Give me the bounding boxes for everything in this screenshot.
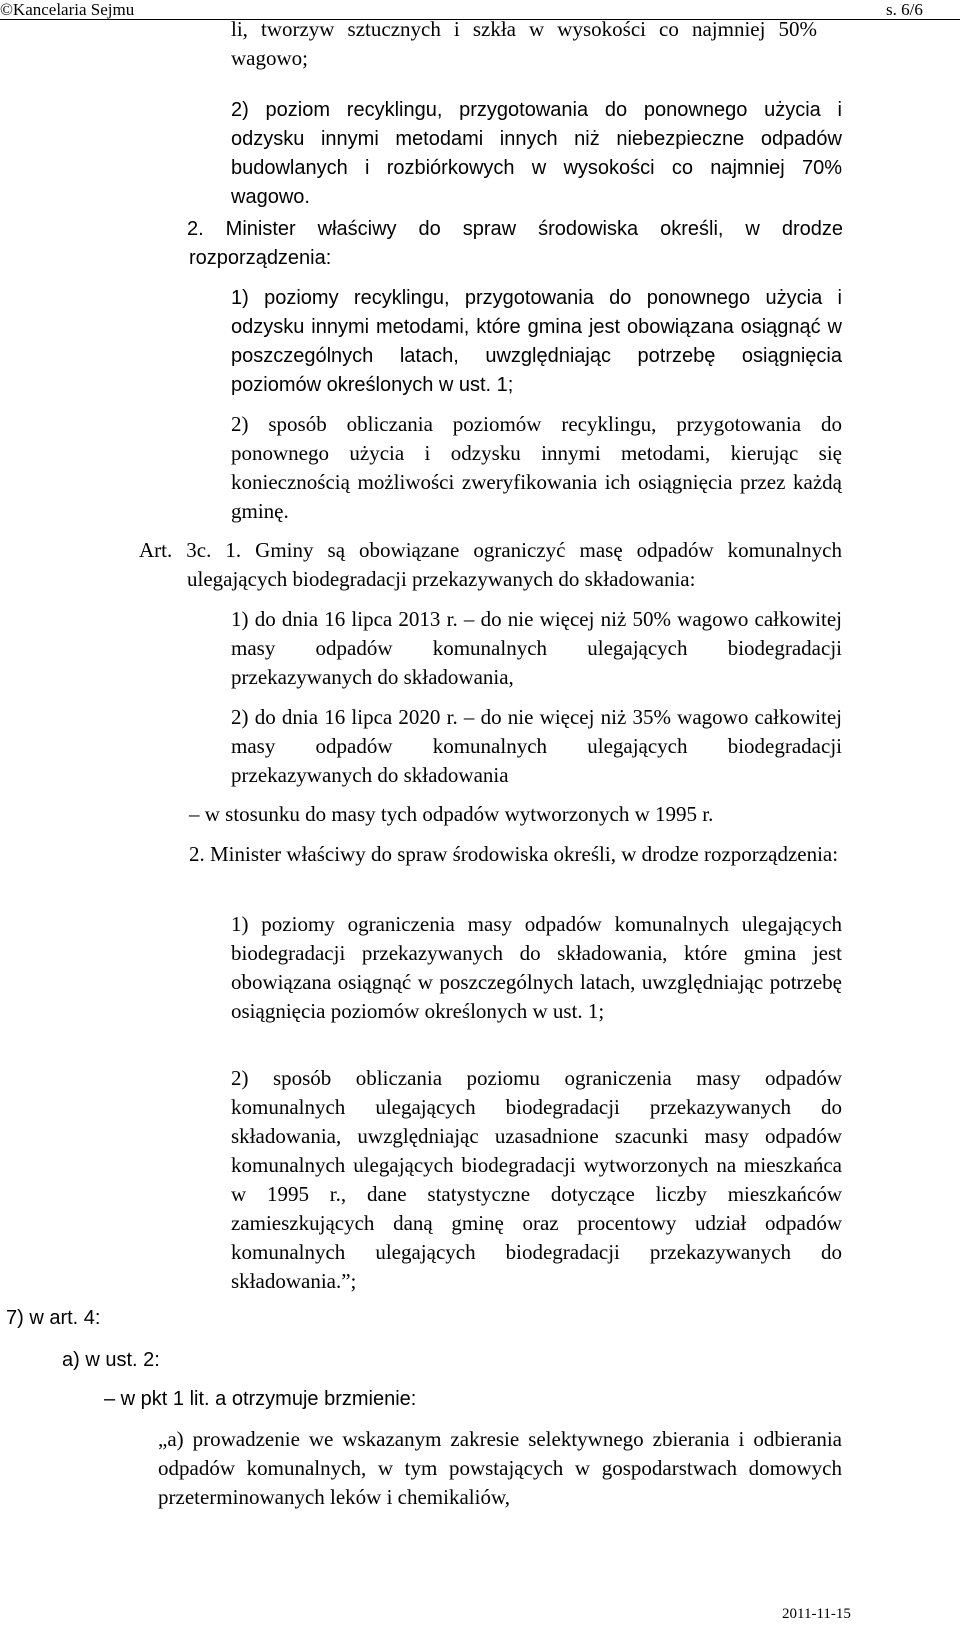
footer-date: 2011-11-15 [782, 1606, 851, 1622]
list-item: 1) poziomy recyklingu, przygotowania do ponownego użycia i odzysku innymi metodami, które gmina jest obowiązana osiągnąć w poszczególnych latach, uwzględniając potrzebę osiągnięcia poziomów określonych w ust. 1; [231, 287, 842, 396]
list-item: a) w ust. 2: [62, 1349, 160, 1371]
header-source: ©Kancelaria Sejmu [0, 0, 135, 19]
page-number: s. 6/6 [886, 0, 923, 19]
article-paragraph: Art. 3c. 1. Gminy są obowiązane ograniczyć masę odpadów komunalnych ulegających biodegradacji przekazywanych do składowania: [139, 538, 842, 591]
list-item: 2) sposób obliczania poziomu ograniczenia masy odpadów komunalnych ulegających biodegradacji przekazywanych do składowania, uwzględniając uzasadnione szacunki masy odpadów komunalnych ulegających biodegradacji wytworzonych na mieszkańca w 1995 r., dane statystyczne dotyczące liczby mieszkańców zamieszkujących daną gminę oraz procentowy udział odpadów komunalnych ulegających biodegradacji przekazywanych do składowania.”; [231, 1066, 842, 1293]
list-item: 2) sposób obliczania poziomów recyklingu, przygotowania do ponownego użycia i odzysku innymi metodami, kierując się koniecznością możliwości zweryfikowania ich osiągnięcia przez każdą gminę. [231, 412, 842, 523]
list-item: 2) do dnia 16 lipca 2020 r. – do nie więcej niż 35% wagowo całkowitej masy odpadów komunalnych ulegających biodegradacji przekazywanych do składowania [231, 705, 842, 787]
list-item: 1) do dnia 16 lipca 2013 r. – do nie więcej niż 50% wagowo całkowitej masy odpadów komunalnych ulegających biodegradacji przekazywanych do składowania, [231, 607, 842, 689]
quoted-paragraph: „a) prowadzenie we wskazanym zakresie selektywnego zbierania i odbierania odpadów komunalnych, w tym powstających w gospodarstwach domowych przeterminowanych leków i chemikaliów, [158, 1427, 842, 1509]
list-item: 2) poziom recyklingu, przygotowania do ponownego użycia i odzysku innymi metodami innych niż niebezpieczne odpadów budowlanych i rozbiórkowych w wysokości co najmniej 70% wagowo. [231, 99, 842, 208]
paragraph: 2. Minister właściwy do spraw środowiska określi, w drodze rozporządzenia: [187, 218, 843, 269]
list-item: 7) w art. 4: [6, 1307, 101, 1329]
list-item: 1) poziomy ograniczenia masy odpadów komunalnych ulegających biodegradacji przekazywanych do składowania, które gmina jest obowiązana osiągnąć w poszczególnych latach, uwzględniając potrzebę osiągnięcia poziomów określonych w ust. 1; [231, 912, 842, 1023]
list-item: – w pkt 1 lit. a otrzymuje brzmienie: [104, 1388, 417, 1410]
paragraph: – w stosunku do masy tych odpadów wytworzonych w 1995 r. [189, 802, 714, 826]
paragraph: li, tworzyw sztucznych i szkła w wysokości co najmniej 50% wagowo; [231, 17, 817, 70]
paragraph: 2. Minister właściwy do spraw środowiska określi, w drodze rozporządzenia: [189, 842, 839, 866]
